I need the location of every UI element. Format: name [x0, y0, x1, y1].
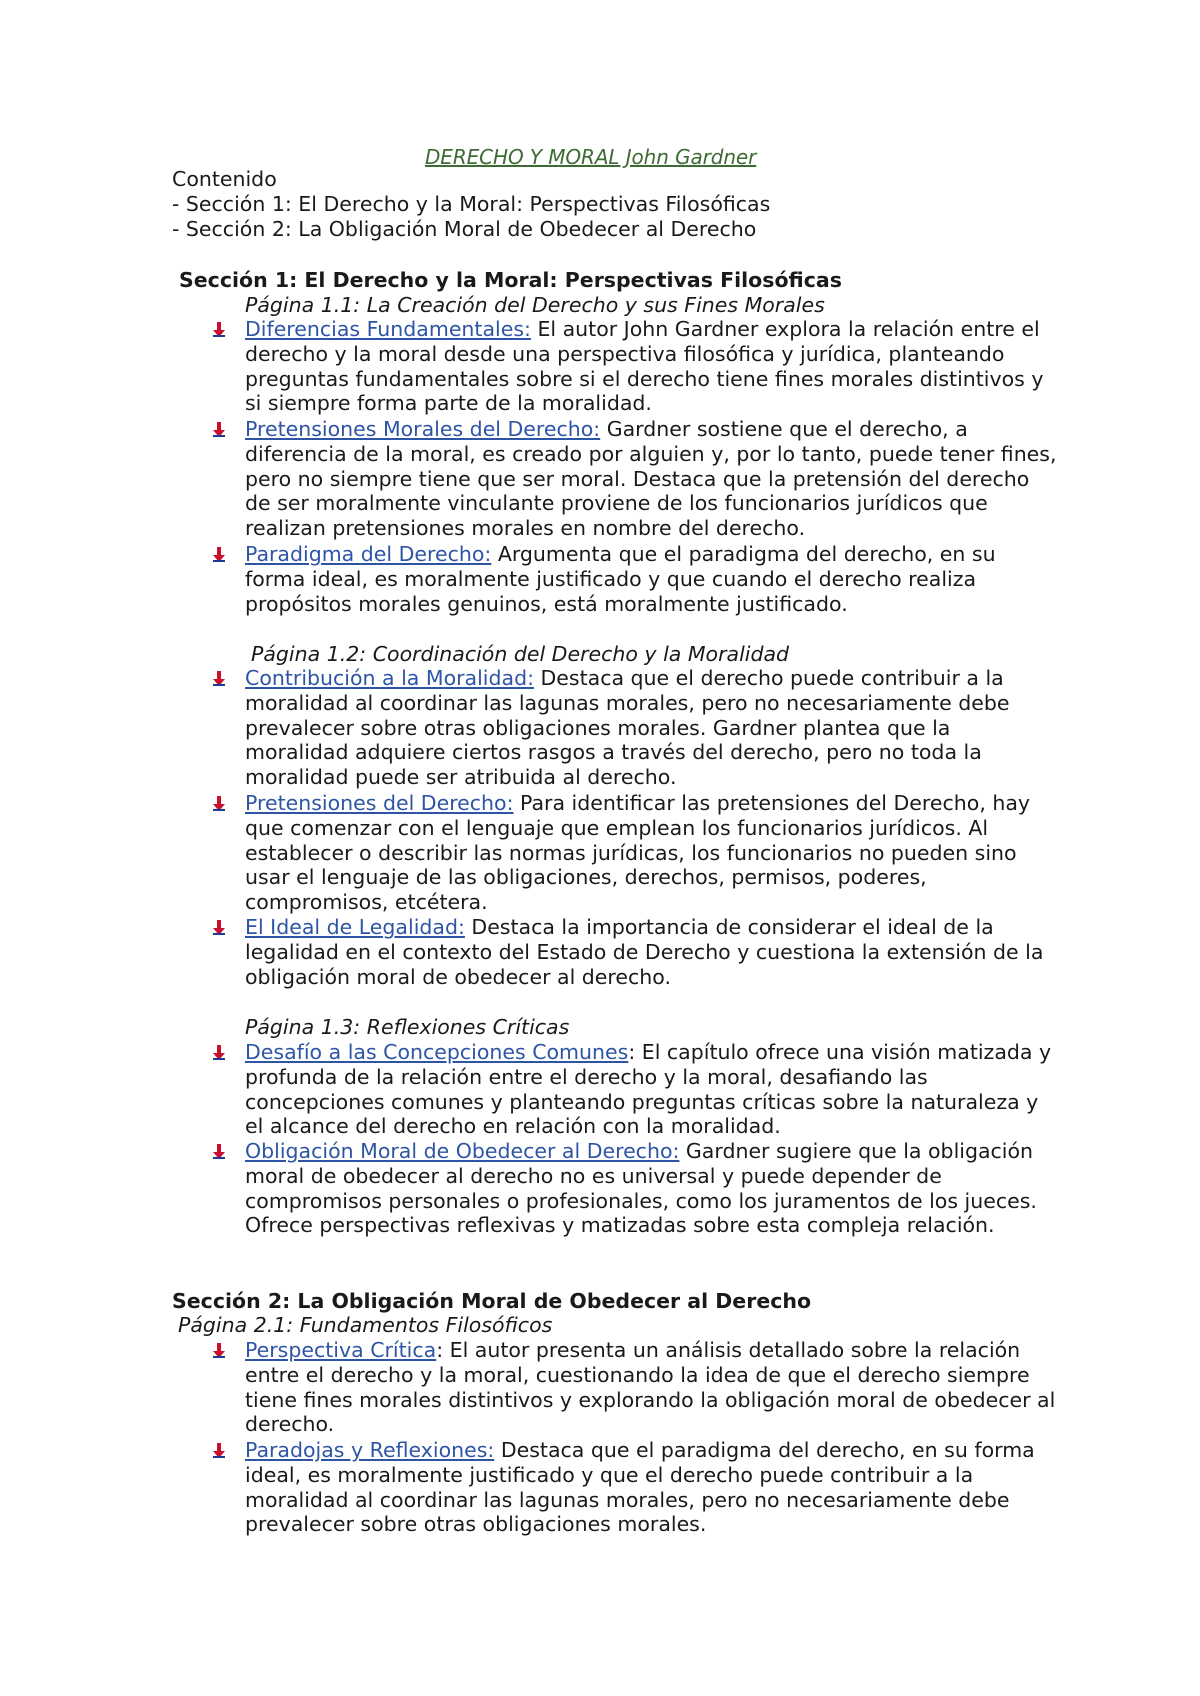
bullet-item: [210, 1139, 1060, 1238]
bullet-item: [210, 1438, 1060, 1537]
page-subtitle: Página 2.1: Fundamentos Filosóficos: [178, 1313, 553, 1337]
bullet-text: El autor John Gardner explora la relación entre el derecho y la moral desde una perspectiva filosófica y jurídica, planteando preguntas fundamentales sobre si el derecho tiene fines morales distintivos y si siempre forma parte de la moralidad.: [245, 317, 1044, 416]
bullet-item: [210, 317, 1060, 416]
down-arrow-icon: [210, 1044, 228, 1062]
page-subtitle: Página 1.3: Reflexiones Críticas: [245, 1015, 570, 1039]
bullet-text: Destaca que el derecho puede contribuir a la moralidad al coordinar las lagunas morales, pero no necesariamente debe prevalecer sobre otras obligaciones morales. Gardner plantea que la moralidad adquiere ciertos rasgos a través del derecho, pero no toda la moralidad puede ser atribuida al derecho.: [245, 666, 1010, 790]
down-arrow-icon: [210, 1342, 228, 1360]
bullet-item: [210, 417, 1060, 541]
bullet-item: [210, 542, 1060, 616]
bullet-item: [210, 666, 1060, 790]
bullet-text: Para identificar las pretensiones del Derecho, hay que comenzar con el lenguaje que emplean los funcionarios jurídicos. Al establecer o describir las normas jurídicas, los funcionarios no pueden sino usar el lenguaje de las obligaciones, derechos, permisos, poderes, compromisos, etcétera.: [245, 791, 1031, 915]
bullet-text: Argumenta que el paradigma del derecho, en su forma ideal, es moralmente justificado y que cuando el derecho realiza propósitos morales genuinos, está moralmente justificado.: [245, 542, 996, 616]
down-arrow-icon: [210, 670, 228, 688]
bullet-link[interactable]: Obligación Moral de Obedecer al Derecho:: [245, 1139, 680, 1163]
bullet-item: [210, 915, 1060, 989]
document-title: DERECHO Y MORAL John Gardner: [425, 145, 757, 169]
bullet-text: Destaca la importancia de considerar el ideal de la legalidad en el contexto del Estado de Derecho y cuestiona la extensión de la obligación moral de obedecer al derecho.: [245, 915, 1044, 989]
bullet-link[interactable]: Contribución a la Moralidad:: [245, 666, 534, 690]
bullet-item: [210, 791, 1060, 915]
down-arrow-icon: [210, 546, 228, 564]
down-arrow-icon: [210, 321, 228, 339]
down-arrow-icon: [210, 421, 228, 439]
page-subtitle: Página 1.2: Coordinación del Derecho y la Moralidad: [251, 642, 790, 666]
bullet-link[interactable]: Paradigma del Derecho:: [245, 542, 492, 566]
bullet-item: [210, 1338, 1060, 1437]
toc-entry: - Sección 1: El Derecho y la Moral: Perspectivas Filosóficas: [172, 192, 771, 216]
down-arrow-icon: [210, 1442, 228, 1460]
bullet-text: : El capítulo ofrece una visión matizada y profunda de la relación entre el derecho y la moral, desafiando las concepciones comunes y planteando preguntas críticas sobre la naturaleza y el alcance del derecho en relación con la moralidad.: [245, 1040, 1052, 1139]
bullet-text: Gardner sostiene que el derecho, a diferencia de la moral, es creado por alguien y, por lo tanto, puede tener fines, pero no siempre tiene que ser moral. Destaca que la pretensión del derecho de ser moralmente vinculante proviene de los funcionarios jurídicos que realizan pretensiones morales en nombre del derecho.: [245, 417, 1057, 541]
bullet-text: Gardner sugiere que la obligación moral de obedecer al derecho no es universal y puede depender de compromisos personales o profesionales, como los juramentos de los jueces. Ofrece perspectivas reflexivas y matizadas sobre esta compleja relación.: [245, 1139, 1037, 1238]
toc-heading: Contenido: [172, 167, 277, 191]
bullet-link[interactable]: Desafío a las Concepciones Comunes: [245, 1040, 629, 1064]
down-arrow-icon: [210, 795, 228, 813]
bullet-link[interactable]: El Ideal de Legalidad:: [245, 915, 465, 939]
page-subtitle: Página 1.1: La Creación del Derecho y sus Fines Morales: [245, 293, 825, 317]
section-title: Sección 1: El Derecho y la Moral: Perspectivas Filosóficas: [179, 268, 842, 292]
bullet-text: Destaca que el paradigma del derecho, en su forma ideal, es moralmente justificado y que el derecho puede contribuir a la moralidad al coordinar las lagunas morales, pero no necesariamente debe prevalecer sobre otras obligaciones morales.: [245, 1438, 1035, 1537]
bullet-link[interactable]: Perspectiva Crítica: [245, 1338, 437, 1362]
bullet-link[interactable]: Paradojas y Reflexiones:: [245, 1438, 495, 1462]
down-arrow-icon: [210, 919, 228, 937]
toc-entry: - Sección 2: La Obligación Moral de Obedecer al Derecho: [172, 217, 757, 241]
down-arrow-icon: [210, 1143, 228, 1161]
bullet-text: : El autor presenta un análisis detallado sobre la relación entre el derecho y la moral, cuestionando la idea de que el derecho siempre tiene fines morales distintivos y explorando la obligación moral de obedecer al derecho.: [245, 1338, 1056, 1437]
bullet-item: [210, 1040, 1060, 1139]
bullet-link[interactable]: Pretensiones Morales del Derecho:: [245, 417, 601, 441]
bullet-link[interactable]: Diferencias Fundamentales:: [245, 317, 531, 341]
bullet-link[interactable]: Pretensiones del Derecho:: [245, 791, 514, 815]
section-title: Sección 2: La Obligación Moral de Obedecer al Derecho: [172, 1289, 812, 1313]
